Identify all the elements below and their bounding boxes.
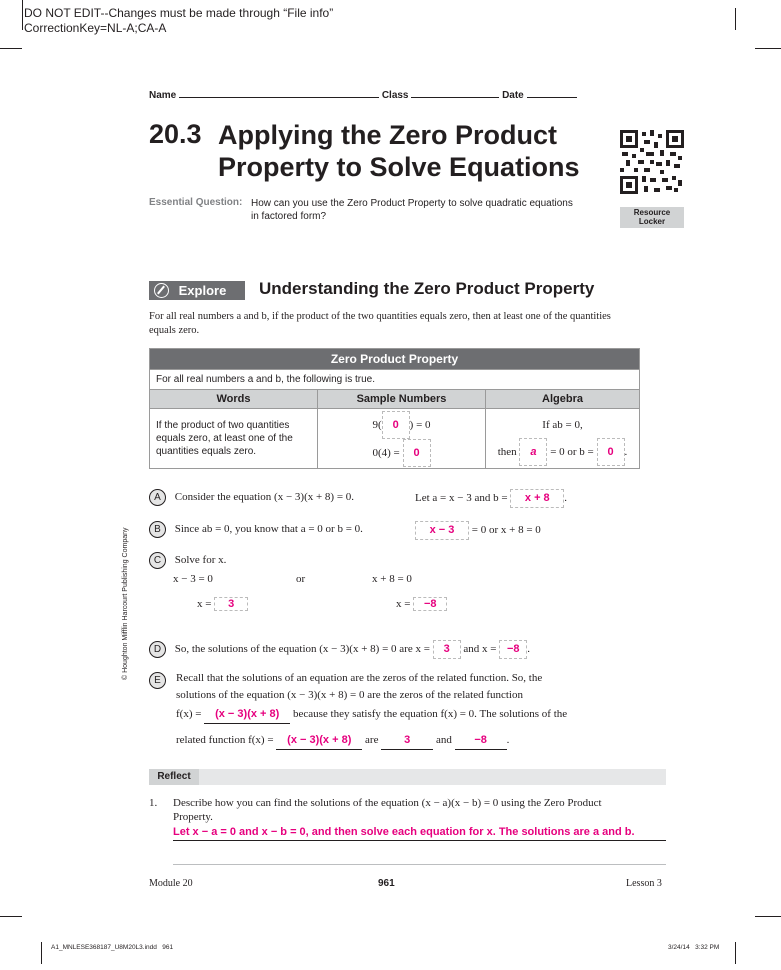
sol2-pre: x = (396, 598, 411, 610)
eq-line-1: How can you use the Zero Product Property to solve quadratic equations (251, 198, 573, 209)
lesson-title (218, 119, 580, 183)
answer-line-2 (173, 864, 666, 865)
crop-mark (755, 916, 781, 917)
step-d-text: So, the solutions of the equation (x − 3)(x + 8) = 0 are x = (174, 643, 430, 655)
step-e-line-4 (176, 732, 567, 750)
explore-heading: Understanding the Zero Product Property (259, 279, 595, 298)
col-header-words: Words (150, 390, 318, 409)
line3-post: because they satisfy the equation f(x) = 0. The solutions of the (292, 708, 568, 720)
crop-mark (735, 8, 736, 30)
class-field[interactable] (411, 97, 499, 98)
copyright-side-text: © Houghton Mifflin Harcourt Publishing Company (122, 527, 129, 680)
eq-line-2: in factored form? (251, 211, 327, 222)
footer-timestamp: 3/24/14 3:32 PM (668, 944, 720, 951)
qr-code-icon (620, 130, 684, 194)
footer-page-number: 961 (378, 878, 395, 889)
words-line-2: equals zero, at least one of the (156, 433, 293, 444)
sample-row-1: 9( 0 ) = 0 (319, 411, 484, 439)
sol1-answer[interactable]: 3 (214, 597, 248, 611)
reflect-q-line-1: Describe how you can find the solutions of the equation (x − a)(x − b) = 0 using the Zero Product (173, 797, 602, 809)
step-d-post: . (527, 643, 531, 655)
essential-question-label: Essential Question: (149, 197, 243, 208)
footer-module: Module 20 (149, 878, 193, 889)
sample1-pre: 9 (372, 418, 378, 431)
crop-mark (22, 0, 23, 30)
sample-cell (318, 409, 486, 469)
resource-label-1: Resource (633, 208, 671, 217)
name-field[interactable] (179, 97, 379, 98)
algebra-cell (486, 409, 640, 469)
explore-label: Explore (178, 283, 227, 298)
table-title: Zero Product Property (150, 349, 640, 370)
step-c-eq2: x + 8 = 0 (372, 573, 412, 585)
slug-line-2: CorrectionKey=NL-A;CA-A (24, 21, 167, 35)
essential-question-text (251, 197, 573, 223)
line4-pre: related function f(x) = (176, 734, 274, 746)
step-c-eq1: x − 3 = 0 (173, 573, 213, 585)
reflect-question-text (173, 796, 602, 824)
student-info-line (149, 90, 577, 101)
step-c-letter: C (149, 552, 166, 569)
step-a-right-post: . (564, 492, 568, 504)
words-line-1: If the product of two quantities (156, 420, 290, 431)
reflect-q-line-2: Property. (173, 811, 213, 823)
sample-row-2 (319, 439, 484, 467)
resource-locker-button[interactable] (620, 207, 684, 228)
alg2-answer-a[interactable]: a (519, 438, 547, 466)
date-label: Date (502, 90, 524, 101)
intro-line-2: equals zero. (149, 325, 200, 336)
step-c-or: or (296, 573, 306, 585)
crop-mark (41, 942, 42, 964)
date-field[interactable] (527, 97, 577, 98)
crop-mark (735, 942, 736, 964)
alg2-answer-b[interactable]: 0 (597, 438, 625, 466)
line4-answer-3[interactable]: −8 (455, 732, 507, 750)
explore-intro (149, 310, 611, 338)
footer-lesson: Lesson 3 (626, 878, 662, 889)
line4-post: . (506, 734, 510, 746)
step-a-text: Consider the equation (x − 3)(x + 8) = 0. (174, 491, 355, 503)
crop-mark (0, 916, 22, 917)
reflect-label: Reflect (149, 769, 199, 785)
step-c-sol1 (197, 597, 248, 611)
step-e-line-2: solutions of the equation (x − 3)(x + 8) = 0 are the zeros of the related function (176, 689, 523, 701)
step-b-answer[interactable]: x − 3 (415, 521, 469, 540)
step-c (149, 552, 226, 569)
algebra-row-1: If ab = 0, (542, 418, 583, 431)
step-c-sol2 (396, 597, 447, 611)
sol1-pre: x = (197, 598, 212, 610)
zero-product-table (149, 348, 640, 469)
lesson-number: 20.3 (149, 119, 202, 149)
col-header-sample: Sample Numbers (318, 390, 486, 409)
sol2-answer[interactable]: −8 (413, 597, 447, 611)
step-e-letter-wrap (149, 670, 166, 689)
step-a-letter: A (149, 489, 166, 506)
sample2-answer[interactable]: 0 (403, 439, 431, 467)
step-d-letter: D (149, 641, 166, 658)
alg2-mid: = 0 or b = (550, 445, 594, 458)
step-d-answer-1[interactable]: 3 (433, 640, 461, 659)
alg2-post: . (624, 445, 628, 458)
line4-answer-2[interactable]: 3 (381, 732, 433, 750)
step-b-right (415, 521, 541, 540)
name-label: Name (149, 90, 177, 101)
crop-mark (755, 48, 781, 49)
class-label: Class (381, 90, 409, 101)
step-d (149, 640, 530, 659)
step-e-line-1: Recall that the solutions of an equation are the zeros of the related function. So, the (176, 672, 543, 684)
lesson-title-line-2: Property to Solve Equations (218, 152, 580, 182)
sample1-answer[interactable]: 0 (382, 411, 410, 439)
lesson-title-line-1: Applying the Zero Product (218, 120, 558, 150)
algebra-row-2 (487, 438, 638, 466)
step-b-text: Since ab = 0, you know that a = 0 or b = 0. (174, 523, 363, 535)
step-d-answer-2[interactable]: −8 (499, 640, 527, 659)
step-c-text: Solve for x. (174, 554, 227, 566)
line4-answer-1[interactable]: (x − 3)(x + 8) (276, 732, 362, 750)
step-e-letter: E (149, 672, 166, 689)
step-e (176, 670, 567, 750)
step-a-right-pre: Let a = x − 3 and b = (415, 492, 508, 504)
sample1-post: = 0 (416, 418, 431, 431)
resource-label-2: Locker (638, 217, 666, 226)
line3-pre: f(x) = (176, 708, 202, 720)
line4-are: are (365, 734, 379, 746)
sample2-pre: 0(4) = (372, 446, 400, 459)
footer-file: A1_MNLESE368187_U8M20L3.indd 961 (51, 944, 174, 951)
reflect-answer[interactable]: Let x − a = 0 and x − b = 0, and then solve each equation for x. The solutions are a and b. (173, 825, 666, 841)
words-cell (150, 409, 318, 469)
line3-answer[interactable]: (x − 3)(x + 8) (204, 706, 290, 724)
explore-badge (149, 281, 245, 300)
reflect-question (149, 796, 157, 810)
words-line-3: quantities equals zero. (156, 446, 257, 457)
slug-line-1: DO NOT EDIT--Changes must be made through “File info” (24, 6, 334, 20)
step-b-right-post: = 0 or x + 8 = 0 (471, 524, 541, 536)
reflect-bar (149, 769, 666, 785)
step-b-letter: B (149, 521, 166, 538)
table-subtitle: For all real numbers a and b, the following is true. (150, 370, 640, 390)
intro-line-1: For all real numbers a and b, if the product of the two quantities equals zero, then at least one of the quantities (149, 311, 611, 322)
step-a (149, 489, 354, 506)
crop-mark (0, 48, 22, 49)
line4-and: and (435, 734, 452, 746)
alg2-pre: then (497, 445, 517, 458)
step-e-line-3 (176, 706, 567, 724)
reflect-q-number: 1. (149, 797, 158, 809)
col-header-algebra: Algebra (486, 390, 640, 409)
slug-header (24, 6, 333, 36)
step-a-answer[interactable]: x + 8 (510, 489, 564, 508)
step-a-right (415, 489, 567, 508)
step-d-mid: and x = (463, 643, 497, 655)
step-b (149, 521, 363, 538)
compass-icon (154, 283, 169, 298)
